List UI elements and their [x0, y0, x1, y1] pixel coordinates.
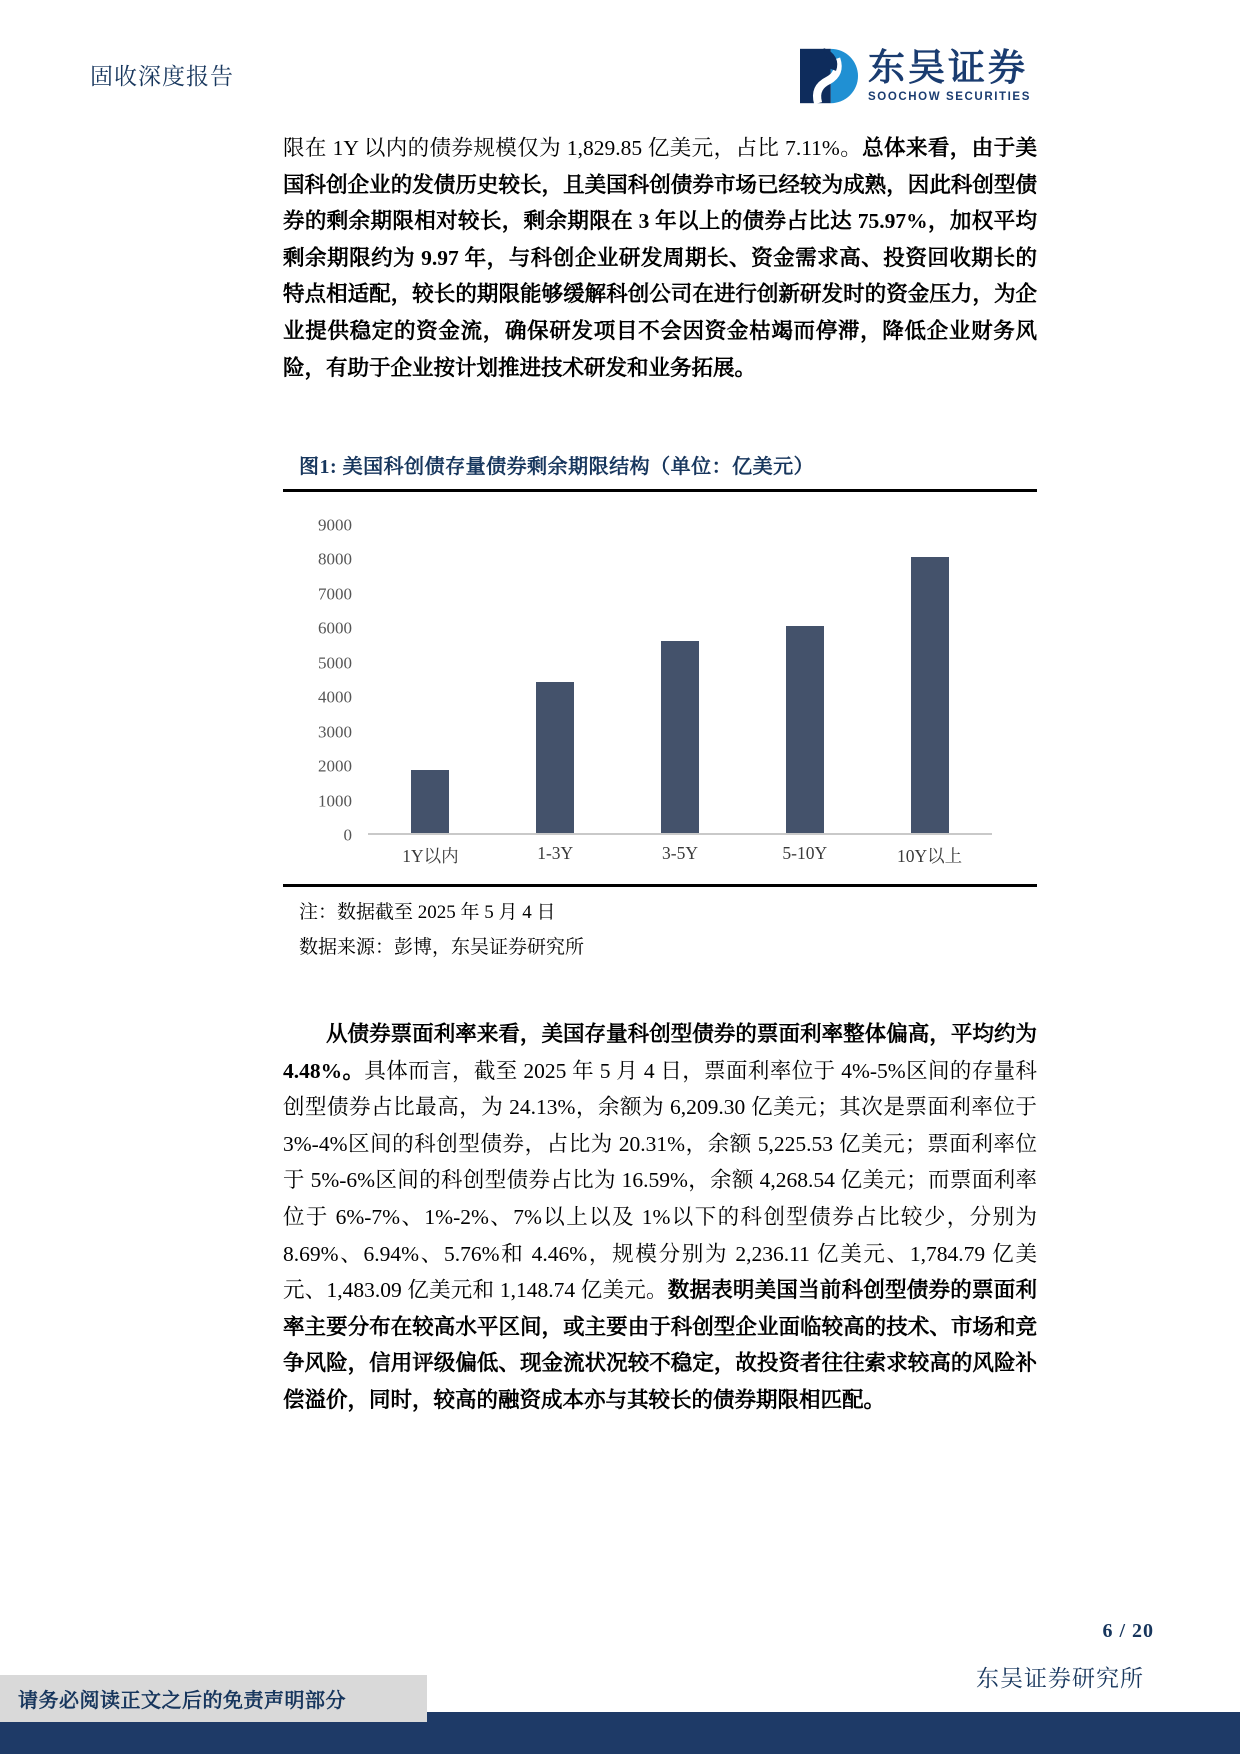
chart-x-axis-labels	[368, 843, 992, 868]
para2-normal-text: 具体而言，截至 2025 年 5 月 4 日，票面利率位于 4%-5%区间的存量科创型债券占比最高，为 24.13%，余额为 6,209.30 亿美元；其次是票面利率位于 3%-4%区间的科创型债券，占比为 20.31%，余额 5,225.53 亿美元；票面利率位于 5%-6%区间的科创型债券占比为 16.59%，余额 4,268.54 亿美元；而票面利率位于 6%-7%、1%-2%、7%以上以及 1%以下的科创型债券占比较少，分别为 8.69%、6.94%、5.76%和 4.46%，规模分别为 2,236.11 亿美元、1,784.79 亿美元、1,483.09 亿美元和 1,148.74 亿美元。	[283, 1058, 1037, 1303]
brand-logo	[800, 46, 1031, 106]
institute-name: 东吴证券研究所	[976, 1666, 1144, 1691]
y-tick-label: 8000	[318, 549, 352, 569]
para2-bold-lead: 从债券票面利率来看，美国存量科创型债券的票面利率整体偏高，平均约为 4.48%。	[283, 1022, 1037, 1083]
x-tick-label: 1-3Y	[537, 843, 574, 863]
x-tick-label: 5-10Y	[782, 843, 828, 863]
figure-title: 图1: 美国科创债存量债券剩余期限结构（单位：亿美元）	[299, 456, 815, 478]
para1-normal-text: 限在 1Y 以内的债券规模仅为 1,829.85 亿美元，占比 7.11%。	[283, 136, 863, 160]
brand-name-en: SOOCHOW SECURITIES	[868, 91, 1031, 103]
y-tick-label: 1000	[318, 791, 352, 811]
x-tick-label: 10Y以上	[897, 846, 963, 866]
bar-slot	[368, 525, 493, 833]
y-tick-label: 6000	[318, 618, 352, 638]
y-tick-label: 0	[343, 825, 352, 845]
x-tick-label: 3-5Y	[662, 843, 698, 863]
figure-notes	[283, 887, 1037, 965]
disclaimer-text: 请务必阅读正文之后的免责声明部分	[18, 1690, 346, 1712]
para1-bold-text: 总体来看，由于美国科创企业的发债历史较长，且美国科创债券市场已经较为成熟，因此科创型债券的剩余期限相对较长，剩余期限在 3 年以上的债券占比达 75.97%，加权平均剩余期限约为 9.97 年，与科创企业研发周期长、资金需求高、投资回收期长的特点相适配，较长的期限能够缓解科创公司在进行创新研发时的资金压力，为企业提供稳定的资金流，确保研发项目不会因资金枯竭而停滞，降低企业财务风险，有助于企业按计划推进技术研发和业务拓展。	[283, 136, 1037, 380]
bar-slot	[867, 525, 992, 833]
page-number: 6 / 20	[1102, 1620, 1154, 1642]
y-tick-label: 3000	[318, 722, 352, 742]
figure-top-rule	[283, 489, 1037, 492]
bar-3-5Y	[661, 641, 699, 833]
body-paragraph-maturity	[283, 130, 1037, 386]
x-tick-label: 1Y以内	[402, 846, 459, 866]
figure-1	[283, 444, 1037, 965]
bar-slot	[493, 525, 618, 833]
figure-note-source: 数据来源：彭博，东吴证券研究所	[299, 937, 585, 958]
soochow-logo-icon	[800, 46, 858, 106]
bar-chart	[283, 515, 1037, 845]
y-tick-label: 5000	[318, 653, 352, 673]
y-tick-label: 7000	[318, 584, 352, 604]
y-tick-label: 4000	[318, 687, 352, 707]
y-tick-label: 9000	[318, 515, 352, 535]
report-type-label: 固收深度报告	[90, 64, 234, 89]
bar-slot	[618, 525, 743, 833]
brand-name-cn: 东吴证券	[868, 48, 1028, 89]
chart-plot-area	[368, 525, 992, 835]
bar-1Y以内	[411, 770, 449, 833]
disclaimer-box	[0, 1675, 427, 1722]
y-tick-label: 2000	[318, 756, 352, 776]
body-paragraph-coupon	[283, 1016, 1037, 1419]
bar-slot	[742, 525, 867, 833]
figure-note-date: 注：数据截至 2025 年 5 月 4 日	[299, 902, 556, 923]
bar-10Y以上	[911, 557, 949, 833]
brand-text	[868, 49, 1031, 103]
chart-y-axis	[283, 515, 368, 845]
bar-1-3Y	[536, 682, 574, 833]
para2-bold-tail: 数据表明美国当前科创型债券的票面利率主要分布在较高水平区间，或主要由于科创型企业面临较高的技术、市场和竞争风险，信用评级偏低、现金流状况较不稳定，故投资者往往索求较高的风险补偿溢价，同时，较高的融资成本亦与其较长的债券期限相匹配。	[283, 1278, 1037, 1412]
bar-5-10Y	[786, 626, 824, 833]
